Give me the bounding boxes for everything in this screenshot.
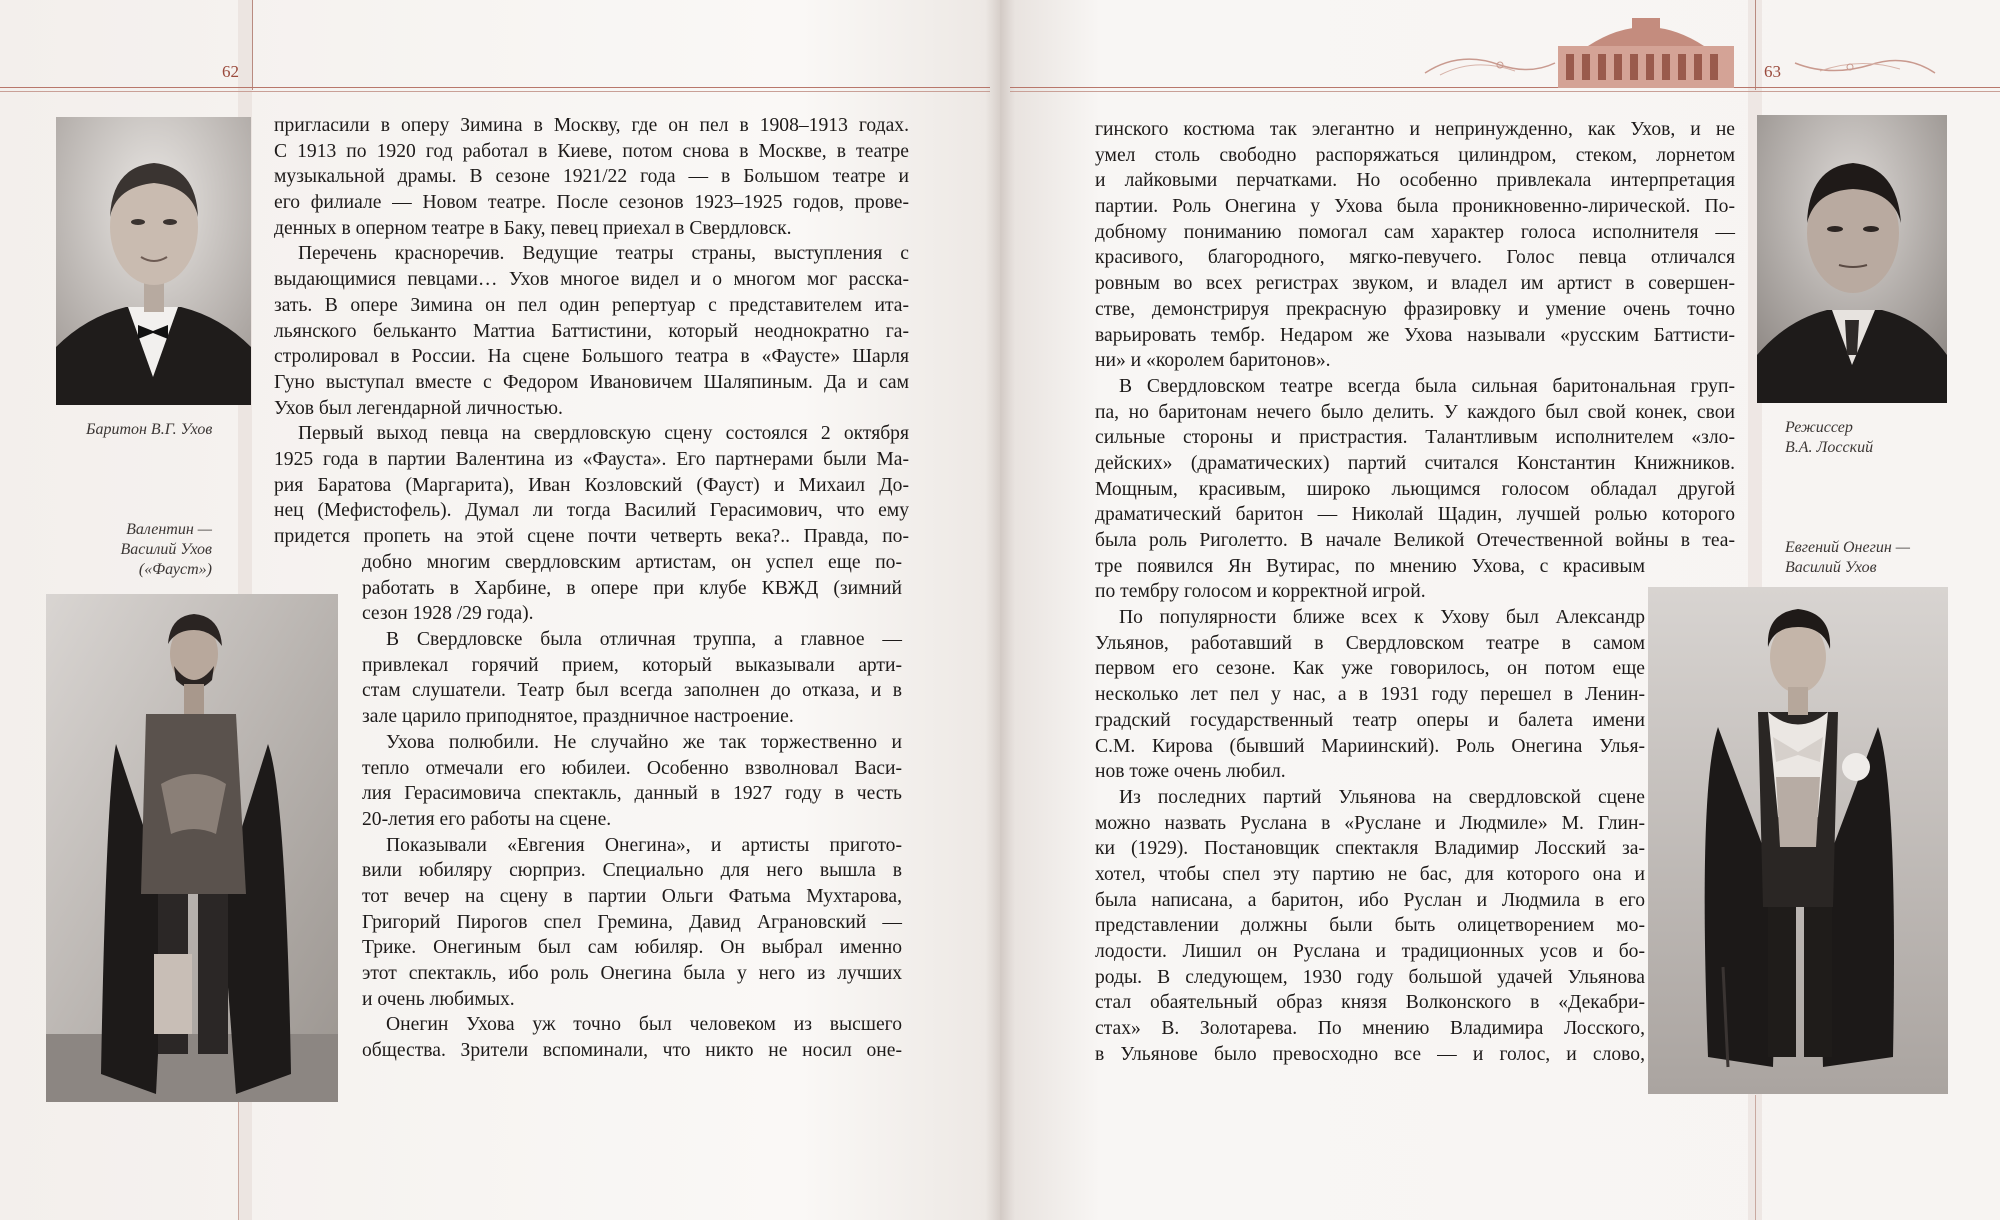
text-line: работать в Харбине, в опере при клубе КВЖД (зимний [362, 577, 902, 599]
left-header-rule [252, 0, 253, 90]
text-line: зать. В опере Зимина он пел один репертуар с представителем ита- [274, 294, 909, 316]
text-line: привлекал горячий прием, который выказывали арти- [362, 654, 902, 676]
caption-director [1785, 418, 1873, 458]
photo-lossky-portrait [1757, 115, 1947, 403]
text-line: по тембру голосом и корректной игрой. [1095, 581, 1426, 603]
text-line: С.М. Кирова (бывший Мариинский). Роль Онегина Улья- [1095, 735, 1645, 757]
text-line: роды. В следующем, 1930 году большой удачей Ульянова [1095, 966, 1645, 988]
caption-valentin-line-1: Валентин — [126, 521, 212, 538]
text-line: хотел, чтобы спел эту партию не бас, для которого она и [1095, 863, 1645, 885]
caption-valentin [100, 520, 212, 580]
valentin-illustration [46, 594, 338, 1102]
text-line: Онегин Ухова уж точно был человеком из высшего [386, 1014, 902, 1036]
left-text-block-a [274, 113, 909, 550]
text-line: стролировал в России. На сцене Большого театра в «Фаусте» Шарля [274, 346, 909, 368]
text-line: его филиале — Новом театре. После сезонов 1923–1925 годов, прове- [274, 192, 909, 214]
caption-director-line-1: Режиссер [1785, 419, 1853, 436]
text-line: Перечень красноречив. Ведущие театры страны, выступления с [298, 243, 909, 265]
text-line: Ухов был легендарной личностью. [274, 397, 563, 419]
text-line: придется пропеть на этой сцене почти четверть века?.. Правда, по- [274, 526, 909, 547]
text-line: Ухова полюбили. Не случайно же так торжественно и [386, 731, 902, 753]
text-line: па, но баритонам нечего было делить. У каждого был свой конек, свои [1095, 401, 1735, 423]
text-line: добно многим свердловским артистам, он успел еще по- [362, 552, 902, 573]
text-line: общества. Зрители вспоминали, что никто не носил оне- [362, 1040, 902, 1062]
text-line: С 1913 по 1920 год работал в Киеве, потом снова в Москве, в театре [274, 140, 909, 162]
left-header-line [0, 87, 990, 88]
text-line: ровным во всех регистрах звуком, и владел им артист в совершен- [1095, 273, 1735, 295]
text-line: можно назвать Руслана в «Руслане и Людмиле» М. Глин- [1095, 812, 1645, 834]
text-line: Из последних партий Ульянова на свердловской сцене [1119, 786, 1645, 808]
text-line: тепло отмечали его юбилеи. Особенно взволновал Васи- [362, 757, 902, 779]
text-line: нов тоже очень любил. [1095, 761, 1286, 783]
text-line: тре появился Ян Вутирас, по мнению Ухова, с красивым [1095, 555, 1645, 577]
text-line: зале царило приподнятое, праздничное настроение. [362, 706, 794, 728]
book-gutter [985, 0, 1015, 1220]
text-line: Ульянов, работавший в Свердловском театре в самом [1095, 632, 1645, 654]
text-line: Трике. Онегиным был сам юбиляр. Он выбрал именно [362, 937, 902, 959]
text-line: была роль Риголетто. В начале Великой Отечественной войны в теа- [1095, 530, 1735, 551]
text-line: нец (Мефистофель). Думал ли тогда Василий Герасимович, что ему [274, 500, 909, 522]
theater-building-icon [1548, 12, 1744, 88]
text-line: рия Баратова (Маргарита), Иван Козловский (Фауст) и Михаил До- [274, 474, 909, 496]
text-line: красивого, благородного, мягко-певучего. Голос певца отличался [1095, 247, 1735, 269]
text-line: стве, демонстрируя прекрасную фразировку и умение очень точно [1095, 298, 1735, 320]
caption-onegin-line-2: Василий Ухов [1785, 559, 1877, 576]
text-line: стах» В. Золотарева. По мнению Владимира Лосского, [1095, 1018, 1645, 1040]
text-line: Гуно выступал вместе с Федором Ивановичем Шаляпиным. Да и сам [274, 371, 909, 393]
photo-ukhov-portrait [56, 117, 251, 405]
text-line: была написана, а баритон, ибо Руслан и Людмила в его [1095, 889, 1645, 911]
text-line: 1925 года в партии Валентина из «Фауста». Его партнерами были Ма- [274, 448, 909, 470]
text-line: Показывали «Евгения Онегина», и артисты пригото- [386, 834, 902, 856]
text-line: тот вечер на сцену в партии Ольги Фатьма Мухтарова, [362, 885, 902, 907]
caption-director-line-2: В.А. Лосский [1785, 439, 1874, 456]
caption-ukhov-baritone: Баритон В.Г. Ухов [86, 421, 213, 438]
photo-valentin-faust [46, 594, 338, 1102]
text-line: и очень любимых. [362, 988, 515, 1010]
right-header-rule [1755, 0, 1756, 90]
text-line: этот спектакль, ибо роль Онегина была у него из лучших [362, 963, 902, 984]
text-line: партии. Роль Онегина у Ухова была проникновенно-лирической. По- [1095, 196, 1735, 218]
caption-valentin-line-3: («Фауст») [138, 561, 212, 578]
text-line: умел столь свободно распоряжаться цилиндром, стеком, лорнетом [1095, 144, 1735, 166]
text-line: представлении должны были быть олицетворением мо- [1095, 915, 1645, 937]
text-line: выдающимися певцами… Ухов многое видел и о многом мог расска- [274, 269, 909, 291]
text-line: 20-летия его работы на сцене. [362, 808, 612, 830]
text-line: Григорий Пирогов спел Гремина, Давид Аграновский — [362, 911, 902, 933]
right-text-block [1095, 117, 1735, 1067]
lossky-illustration [1757, 115, 1947, 403]
text-line: в Ульянове было превосходно все — и голос, и слово, [1095, 1043, 1645, 1065]
text-line: ни» и «королем баритонов». [1095, 350, 1331, 372]
text-line: лия Герасимовича спектакль, данный в 1927 году в честь [362, 783, 902, 805]
text-line: пригласили в оперу Зимина в Москву, где он пел в 1908–1913 годах. [274, 115, 909, 136]
flourish-ornament-icon [1420, 45, 1560, 85]
text-line: сильные стороны и пристрастия. Талантливым исполнителем «зло- [1095, 427, 1735, 449]
text-line: гинского костюма так элегантно и непринужденно, как Ухов, и не [1095, 119, 1735, 140]
text-line: денных в оперном театре в Баку, певец приехал в Свердловск. [274, 217, 792, 239]
text-line: лодости. Лишил он Руслана и традиционных усов и бо- [1095, 941, 1645, 962]
right-page [1000, 0, 2000, 1220]
text-line: и лайковыми перчатками. Но особенно привлекала интерпретация [1095, 170, 1735, 192]
text-line: дейских» (драматических) партий считался Константин Книжников. [1095, 452, 1735, 474]
portrait-illustration [56, 117, 251, 405]
text-line: стам слушатели. Театр был всегда заполнен до отказа, и в [362, 680, 902, 702]
text-line: стал обаятельный образ князя Волконского в «Декабри- [1095, 992, 1645, 1014]
text-line: В Свердловском театре всегда была сильная баритональная груп- [1119, 375, 1735, 397]
right-header-line [1010, 87, 2000, 88]
text-line: добному пониманию помогал сам характер голоса исполнителя — [1095, 221, 1735, 243]
caption-onegin [1785, 538, 1910, 578]
caption-onegin-line-1: Евгений Онегин — [1785, 539, 1910, 556]
left-text-block-b [362, 550, 902, 1064]
text-line: Первый выход певца на свердловскую сцену состоялся 2 октября [298, 423, 909, 445]
text-line: драматический баритон — Николай Щадин, лучшей ролью которого [1095, 504, 1735, 526]
text-line: ки (1929). Постановщик спектакля Владимир Лосский за- [1095, 838, 1645, 860]
flourish-ornament-icon-right [1790, 45, 1940, 85]
text-line: первом его сезоне. Как уже говорилось, он потом еще [1095, 658, 1645, 680]
text-line: варьировать тембр. Недаром же Ухова называли «русским Баттисти- [1095, 324, 1735, 346]
text-line: градский государственный театр оперы и балета имени [1095, 709, 1645, 731]
caption-valentin-line-2: Василий Ухов [120, 541, 212, 558]
page-number-right: 63 [1764, 62, 1781, 81]
text-line: сезон 1928 /29 года). [362, 603, 534, 625]
text-line: музыкальной драмы. В сезоне 1921/22 года — в Большом театре и [274, 166, 909, 188]
page-number-left: 62 [222, 62, 239, 81]
text-line: По популярности ближе всех к Ухову был Александр [1119, 607, 1645, 629]
text-line: В Свердловске была отличная труппа, а главное — [386, 629, 902, 651]
text-line: несколько лет пел у нас, а в 1931 году перешел в Ленин- [1095, 684, 1645, 706]
text-line: вили юбиляру сюрприз. Специально для него вышла в [362, 860, 902, 882]
text-line: льянского бельканто Маттиа Баттистини, который неоднократно га- [274, 320, 909, 342]
text-line: Мощным, красивым, широко льющимся голосом обладал другой [1095, 478, 1735, 500]
